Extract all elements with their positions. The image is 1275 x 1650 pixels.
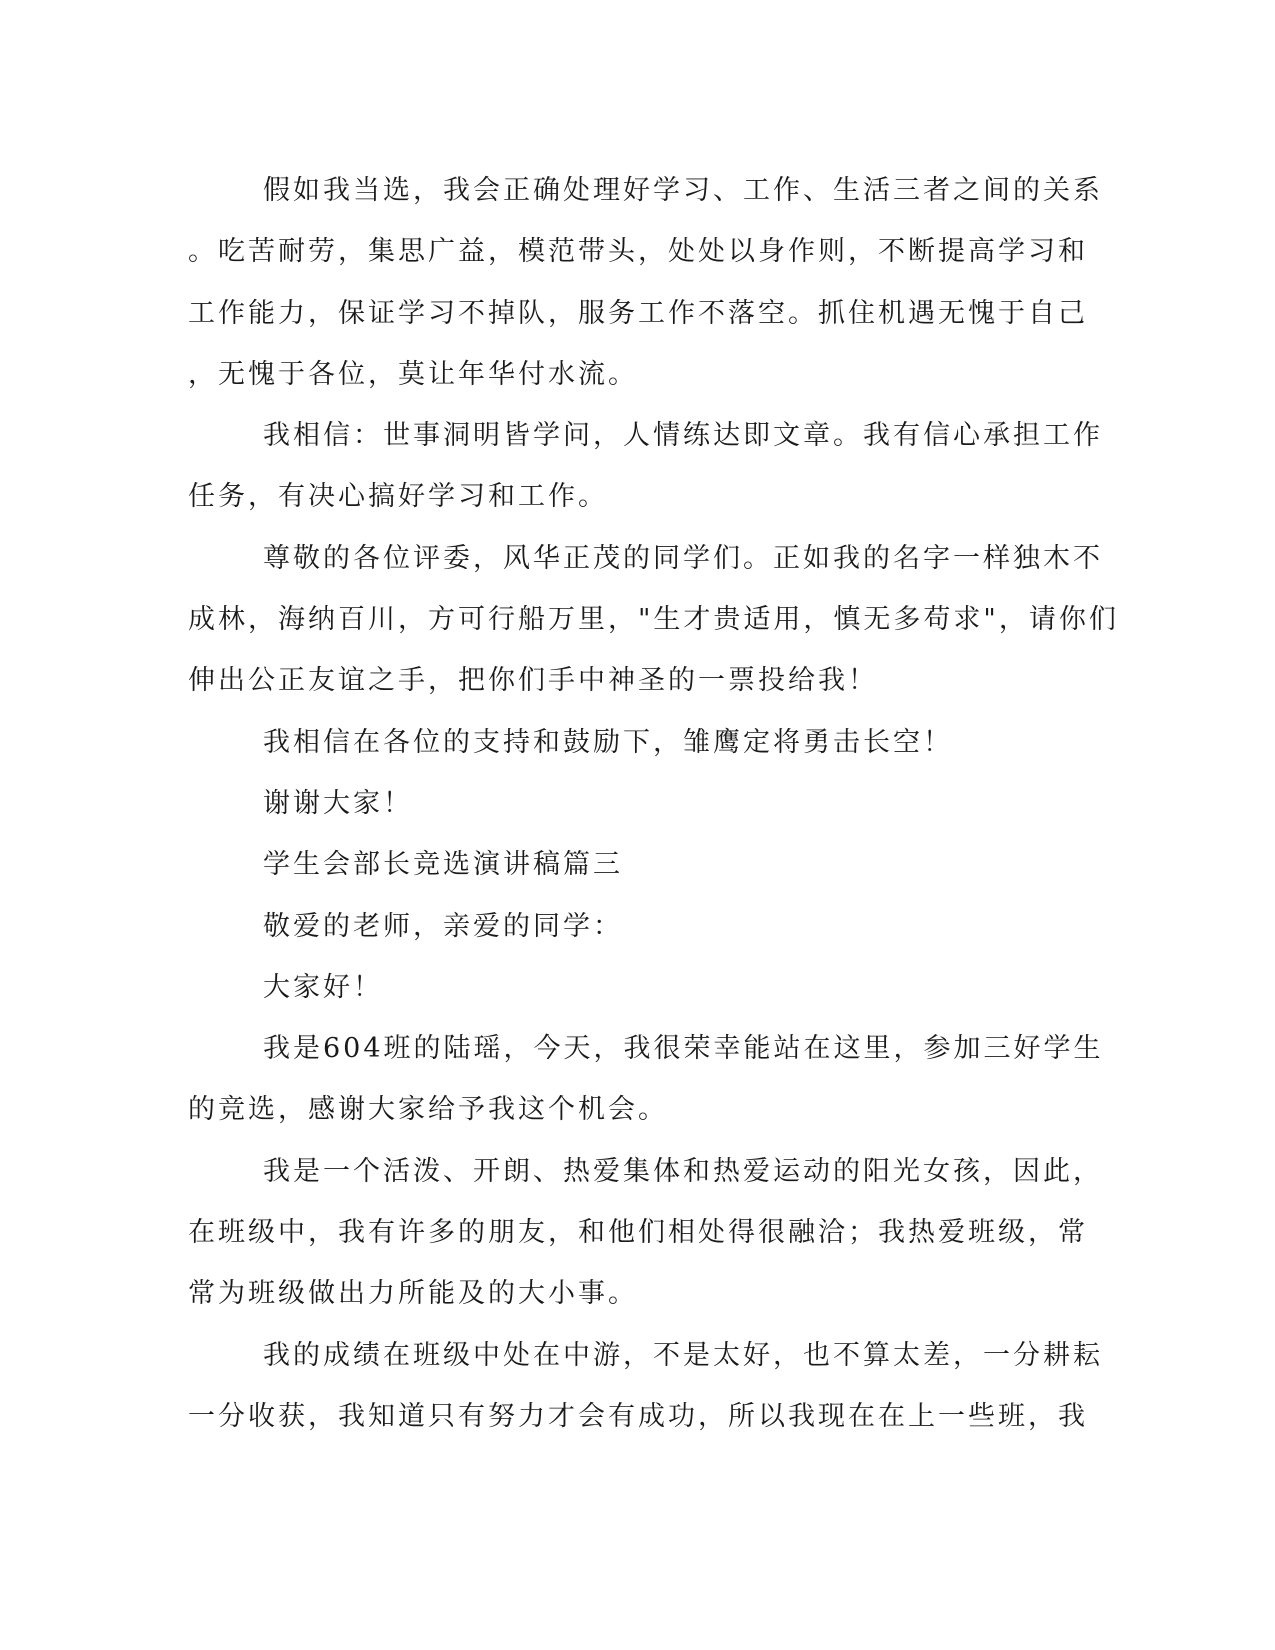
- paragraph-line: 在班级中，我有许多的朋友，和他们相处得很融洽；我热爱班级，常: [188, 1217, 1088, 1249]
- paragraph-line: 我是一个活泼、开朗、热爱集体和热爱运动的阳光女孩，因此，: [263, 1155, 1103, 1187]
- paragraph-line: 我相信：世事洞明皆学问，人情练达即文章。我有信心承担工作: [263, 420, 1103, 452]
- paragraph-line: 。吃苦耐劳，集思广益，模范带头，处处以身作则，不断提高学习和: [188, 236, 1088, 268]
- section-heading: 学生会部长竞选演讲稿篇三: [263, 849, 623, 881]
- paragraph-line: 我的成绩在班级中处在中游，不是太好，也不算太差，一分耕耘: [263, 1339, 1103, 1371]
- greeting-line: 大家好！: [263, 971, 383, 1003]
- paragraph-line: 我相信在各位的支持和鼓励下，雏鹰定将勇击长空！: [263, 726, 953, 758]
- paragraph-line: 常为班级做出力所能及的大小事。: [188, 1278, 638, 1310]
- paragraph-line: 谢谢大家！: [263, 787, 413, 819]
- salutation-line: 敬爱的老师，亲爱的同学：: [263, 910, 623, 942]
- paragraph-line: 伸出公正友谊之手，把你们手中神圣的一票投给我！: [188, 665, 878, 697]
- paragraph-line: 一分收获，我知道只有努力才会有成功，所以我现在在上一些班，我: [188, 1400, 1088, 1432]
- paragraph-line: 任务，有决心搞好学习和工作。: [188, 481, 608, 513]
- paragraph-line: 假如我当选，我会正确处理好学习、工作、生活三者之间的关系: [263, 175, 1103, 206]
- paragraph-line: 工作能力，保证学习不掉队，服务工作不落空。抓住机遇无愧于自己: [188, 297, 1088, 329]
- paragraph-line: 的竞选，感谢大家给予我这个机会。: [188, 1094, 668, 1126]
- paragraph-line: 尊敬的各位评委，风华正茂的同学们。正如我的名字一样独木不: [263, 542, 1103, 574]
- paragraph-line: ，无愧于各位，莫让年华付水流。: [188, 358, 638, 390]
- paragraph-line: 成林，海纳百川，方可行船万里，"生才贵适用，慎无多苟求"，请你们: [188, 604, 1119, 636]
- paragraph-line: 我是604班的陆瑶，今天，我很荣幸能站在这里，参加三好学生: [263, 1033, 1104, 1065]
- document-body: [188, 160, 1119, 1447]
